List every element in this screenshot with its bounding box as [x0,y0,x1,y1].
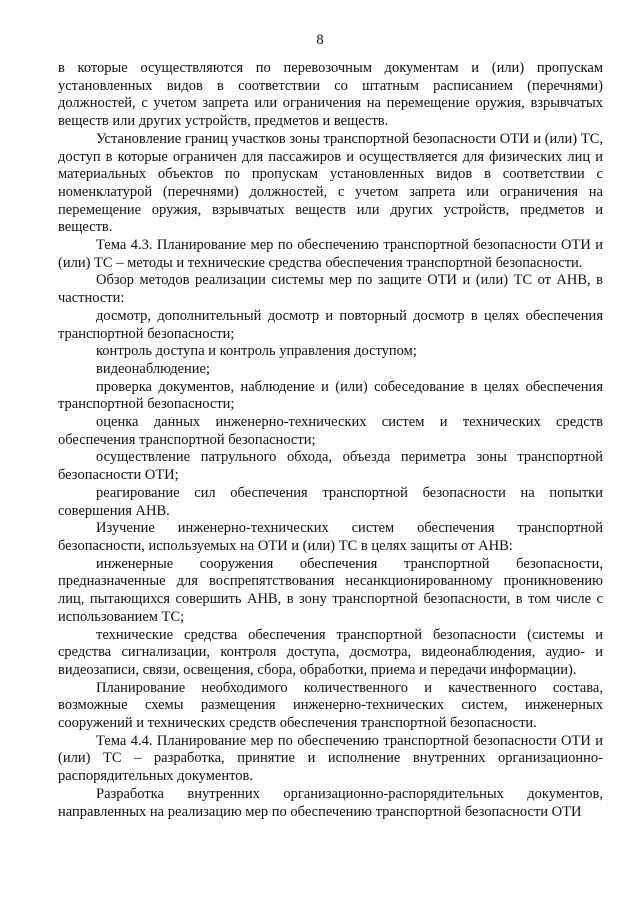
document-body [58,60,603,821]
paragraph: Установление границ участков зоны транспортной безопасности ОТИ и (или) ТС, доступ в которые ограничен для пассажиров и осуществляется для физических лиц и материальных объектов по пропускам установленных видов в соответствии с номенклатурой (перечнями) должностей, с учетом запрета или ограничения на перемещение оружия, взрывчатых веществ или других устройств, предметов и веществ. [58,130,603,236]
paragraph: осуществление патрульного обхода, объезда периметра зоны транспортной безопасности ОТИ; [58,449,603,484]
paragraph: инженерные сооружения обеспечения транспортной безопасности, предназначенные для воспрепятствования несанкционированному проникновению лиц, пытающихся совершить АНВ, в зону транспортной безопасности, в том числе с использованием ТС; [58,555,603,625]
paragraph: Тема 4.3. Планирование мер по обеспечению транспортной безопасности ОТИ и (или) ТС – методы и технические средства обеспечения транспортной безопасности. [58,237,603,271]
paragraph: технические средства обеспечения транспортной безопасности (системы и средства сигнализации, контроля доступа, досмотра, видеонаблюдения, аудио- и видеозаписи, связи, освещения, сбора, обработки, приема и передачи информации). [58,626,603,678]
paragraph: реагирование сил обеспечения транспортной безопасности на попытки совершения АНВ. [58,484,603,519]
paragraph: Тема 4.4. Планирование мер по обеспечению транспортной безопасности ОТИ и (или) ТС – разработка, принятие и исполнение внутренних организационно-распорядительных документов. [58,732,603,785]
page-number: 8 [316,32,324,48]
paragraph: видеонаблюдение; [96,360,211,377]
paragraph: в которые осуществляются по перевозочным документам и (или) пропускам установленных видов в соответствии со штатным расписанием (перечнями) должностей, с учетом запрета или ограничения на перемещение оружия, взрывчатых веществ или других устройств, предметов и веществ. [58,60,603,130]
paragraph: Изучение инженерно-технических систем обеспечения транспортной безопасности, используемых на ОТИ и (или) ТС в целях защиты от АНВ: [58,520,603,554]
paragraph: контроль доступа и контроль управления доступом; [96,343,417,360]
paragraph: Разработка внутренних организационно-распорядительных документов, направленных на реализацию мер по обеспечению транспортной безопасности ОТИ [58,785,603,820]
paragraph: Обзор методов реализации системы мер по защите ОТИ и (или) ТС от АНВ, в частности: [58,272,603,307]
paragraph: досмотр, дополнительный досмотр и повторный досмотр в целях обеспечения транспортной безопасности; [58,307,603,342]
paragraph: Планирование необходимого количественного и качественного состава, возможные схемы размещения инженерно-технических систем, инженерных сооружений и технических средств обеспечения транспортной безопасности. [58,679,603,732]
paragraph: проверка документов, наблюдение и (или) собеседование в целях обеспечения транспортной безопасности; [58,378,603,413]
paragraph: оценка данных инженерно-технических систем и технических средств обеспечения транспортной безопасности; [58,414,603,448]
